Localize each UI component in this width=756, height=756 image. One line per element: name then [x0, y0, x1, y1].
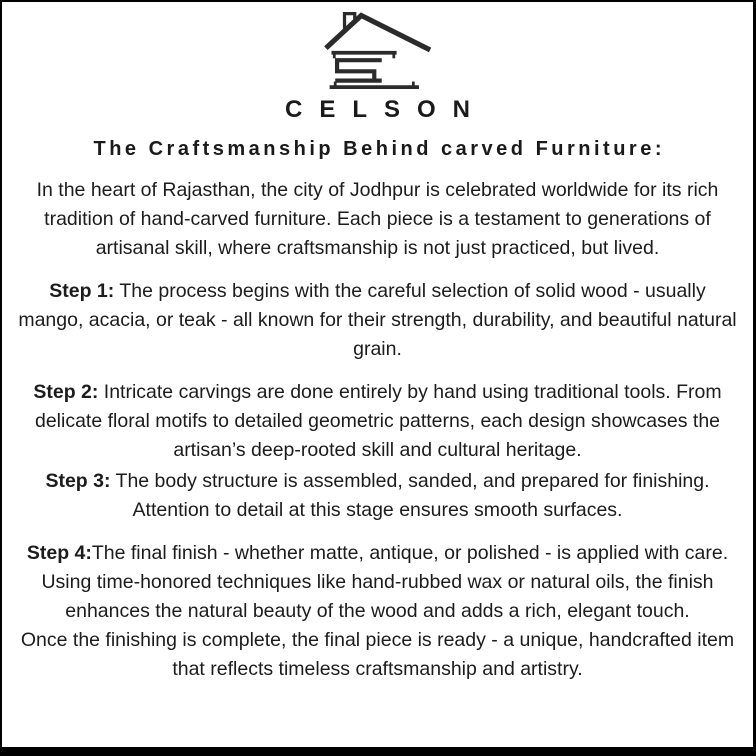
step-2-paragraph	[18, 378, 737, 465]
step-4-label: Step 4:	[26, 542, 92, 564]
brand-wordmark: CELSON	[284, 96, 487, 123]
house-logo-icon	[322, 9, 434, 89]
step-2-text: Intricate carvings are done entirely by hand using traditional tools. From delicate floral motifs to detailed geometric patterns, each design showcases the artisan’s deep-rooted skill and cultural heritage.	[34, 381, 722, 461]
brand-header	[2, 2, 753, 124]
step-3-paragraph	[18, 467, 737, 525]
step-4-text: The final finish - whether matte, antique, or polished - is applied with care. Using time-honored techniques like hand-rubbed wax or natural oils, the finish enhances the natural beauty of the wood and adds a rich, elegant touch.	[41, 542, 729, 622]
page-heading: The Craftsmanship Behind carved Furniture:	[93, 138, 665, 160]
step-3-text: The body structure is assembled, sanded, and prepared for finishing. Attention to detail at this stage ensures smooth surfaces.	[110, 470, 710, 521]
step-1-paragraph	[18, 277, 737, 364]
step-4-paragraph	[18, 539, 737, 626]
step-1-label: Step 1:	[49, 280, 115, 302]
body-text	[2, 176, 753, 684]
step-3-label: Step 3:	[45, 470, 111, 492]
intro-paragraph: In the heart of Rajasthan, the city of Jodhpur is celebrated worldwide for its rich tradition of hand-carved furniture. Each piece is a testament to generations of artisanal skill, where craftsmanship is not just practiced, but lived.	[36, 179, 719, 259]
step-2-label: Step 2:	[33, 381, 99, 403]
step-1-text: The process begins with the careful selection of solid wood - usually mango, acacia, or teak - all known for their strength, durability, and beautiful natural grain.	[18, 280, 737, 360]
closing-paragraph: Once the finishing is complete, the final piece is ready - a unique, handcrafted item that reflects timeless craftsmanship and artistry.	[20, 629, 735, 680]
